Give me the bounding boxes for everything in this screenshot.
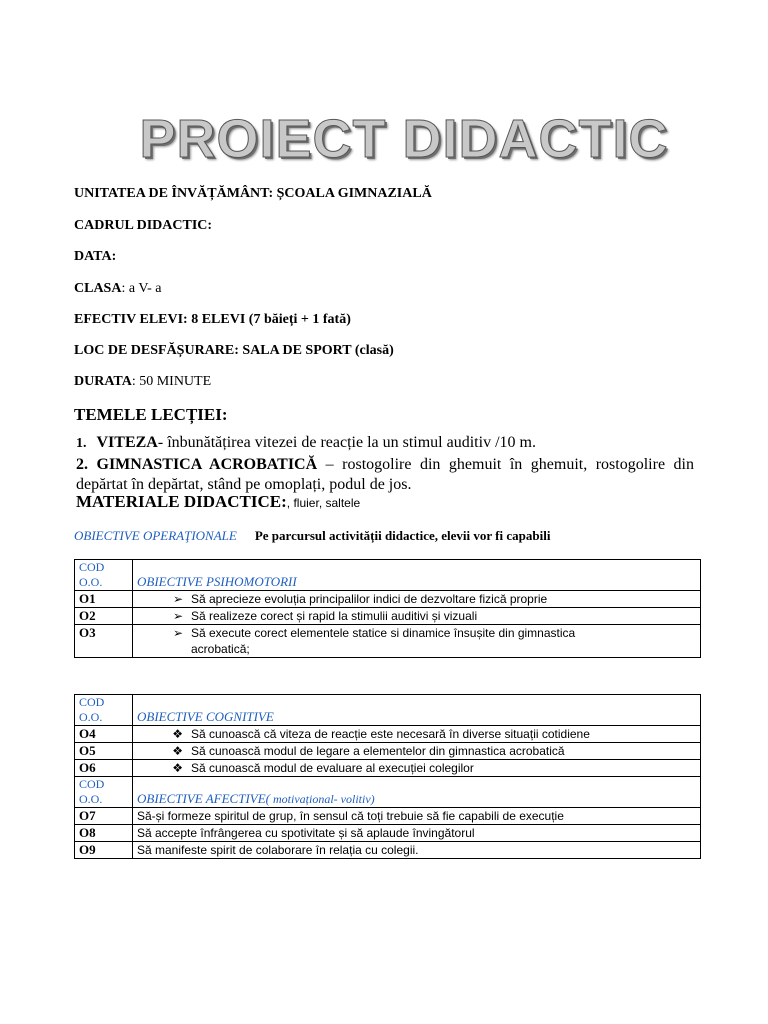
row-text-value: Să cunoască că viteza de reacție este necesară în diverse situații cotidiene bbox=[191, 727, 590, 741]
themes-heading: TEMELE LECȚIEI: bbox=[74, 405, 228, 424]
diamond-bullet-icon: ❖ bbox=[172, 761, 183, 775]
table-row bbox=[75, 825, 701, 842]
row-text: Să accepte înfrângerea cu spotivitate și să aplaude învingătorul bbox=[133, 825, 701, 842]
row-text bbox=[133, 591, 701, 608]
affective-heading-main: OBIECTIVE AFECTIVE( bbox=[137, 791, 270, 806]
theme-1 bbox=[76, 434, 536, 452]
row-text: Să manifeste spirit de colaborare în relația cu colegii. bbox=[133, 842, 701, 859]
row-text bbox=[133, 743, 701, 760]
duration-value: : 50 MINUTE bbox=[131, 374, 212, 389]
row-code: O7 bbox=[75, 808, 133, 825]
class-field bbox=[74, 281, 162, 297]
code-header-line1: COD bbox=[79, 560, 105, 574]
row-code: O9 bbox=[75, 842, 133, 859]
operational-objectives-label: OBIECTIVE OPERAŢIONALE bbox=[74, 528, 237, 543]
psychomotor-heading: OBIECTIVE PSIHOMOTORII bbox=[133, 560, 701, 591]
row-text-value: Să cunoască modul de evaluare al execuției colegilor bbox=[191, 761, 474, 775]
row-text bbox=[133, 760, 701, 777]
code-header-line2: O.O. bbox=[79, 575, 103, 589]
table-row bbox=[75, 726, 701, 743]
row-text: Să-și formeze spiritul de grup, în sensul că toți trebuie să fie capabili de execuție bbox=[133, 808, 701, 825]
class-value: : a V- a bbox=[121, 281, 162, 296]
operational-objectives bbox=[74, 528, 550, 544]
code-header bbox=[75, 695, 133, 726]
code-header-line1: COD bbox=[79, 777, 105, 791]
arrow-bullet-icon: ➢ bbox=[172, 609, 183, 623]
row-code: O2 bbox=[75, 608, 133, 625]
row-code: O4 bbox=[75, 726, 133, 743]
row-text-value: Să realizeze corect și rapid la stimulii auditivi și vizuali bbox=[191, 609, 478, 623]
code-header-line1: COD bbox=[79, 695, 105, 709]
code-header bbox=[75, 777, 133, 808]
table-row bbox=[75, 760, 701, 777]
duration-field bbox=[74, 374, 211, 390]
theme-1-number: 1. bbox=[76, 436, 87, 451]
row-code: O3 bbox=[75, 625, 133, 658]
affective-heading bbox=[133, 777, 701, 808]
affective-heading-sub: motivațional- volitiv) bbox=[270, 792, 375, 806]
diamond-bullet-icon: ❖ bbox=[172, 744, 183, 758]
duration-label: DURATA bbox=[74, 374, 132, 389]
row-text-value: Să execute corect elementele statice si dinamice însușite din gimnastica bbox=[191, 626, 576, 640]
table-row bbox=[75, 808, 701, 825]
page-title: PROIECT DIDACTIC bbox=[139, 109, 669, 169]
row-text-value: Să cunoască modul de legare a elementelor din gimnastica acrobatică bbox=[191, 744, 565, 758]
date-field: DATA: bbox=[74, 249, 117, 264]
theme-1-text: - înbunătățirea vitezei de reacție la un stimul auditiv /10 m. bbox=[157, 434, 536, 451]
row-text-continuation: acrobatică; bbox=[191, 642, 250, 656]
table-row bbox=[75, 608, 701, 625]
row-code: O1 bbox=[75, 591, 133, 608]
class-label: CLASA bbox=[74, 281, 122, 296]
row-code: O5 bbox=[75, 743, 133, 760]
row-code: O6 bbox=[75, 760, 133, 777]
theme-2-title: 2. GIMNASTICA ACROBATICĂ bbox=[76, 456, 318, 473]
table-row bbox=[75, 591, 701, 608]
materials-list: , fluier, saltele bbox=[286, 496, 361, 510]
teacher-field: CADRUL DIDACTIC: bbox=[74, 218, 213, 233]
arrow-bullet-icon: ➢ bbox=[172, 626, 183, 640]
code-header bbox=[75, 560, 133, 591]
row-text bbox=[133, 608, 701, 625]
row-text bbox=[133, 625, 701, 658]
school-field: UNITATEA DE ÎNVĂȚĂMÂNT: ȘCOALA GIMNAZIALĂ bbox=[74, 186, 432, 201]
code-header-line2: O.O. bbox=[79, 710, 103, 724]
theme-2-text: – rostogolire din ghemuit în ghemuit, rostogolire din depărtat în depărtat, stând pe omoplați, podul de jos. bbox=[76, 456, 694, 493]
psychomotor-objectives-table bbox=[74, 559, 701, 658]
row-text-value: Să aprecieze evoluția principalilor indici de dezvoltare fizică proprie bbox=[191, 592, 548, 606]
code-header-line2: O.O. bbox=[79, 792, 103, 806]
materials-line bbox=[76, 492, 360, 512]
cognitive-affective-objectives-table bbox=[74, 694, 701, 859]
diamond-bullet-icon: ❖ bbox=[172, 727, 183, 741]
table-row bbox=[75, 625, 701, 658]
row-code: O8 bbox=[75, 825, 133, 842]
row-text bbox=[133, 726, 701, 743]
theme-1-title: VITEZA bbox=[96, 434, 158, 451]
table-header-row bbox=[75, 777, 701, 808]
table-header-row bbox=[75, 560, 701, 591]
table-row bbox=[75, 743, 701, 760]
cognitive-heading: OBIECTIVE COGNITIVE bbox=[133, 695, 701, 726]
materials-label: MATERIALE DIDACTICE: bbox=[76, 492, 287, 511]
operational-objectives-text: Pe parcursul activității didactice, elevii vor fi capabili bbox=[254, 528, 551, 543]
arrow-bullet-icon: ➢ bbox=[172, 592, 183, 606]
theme-2 bbox=[76, 455, 694, 495]
table-row bbox=[75, 842, 701, 859]
students-field: EFECTIV ELEVI: 8 ELEVI (7 băieți + 1 fată) bbox=[74, 312, 351, 327]
table-header-row bbox=[75, 695, 701, 726]
location-field: LOC DE DESFĂȘURARE: SALA DE SPORT (clasă) bbox=[74, 343, 394, 358]
